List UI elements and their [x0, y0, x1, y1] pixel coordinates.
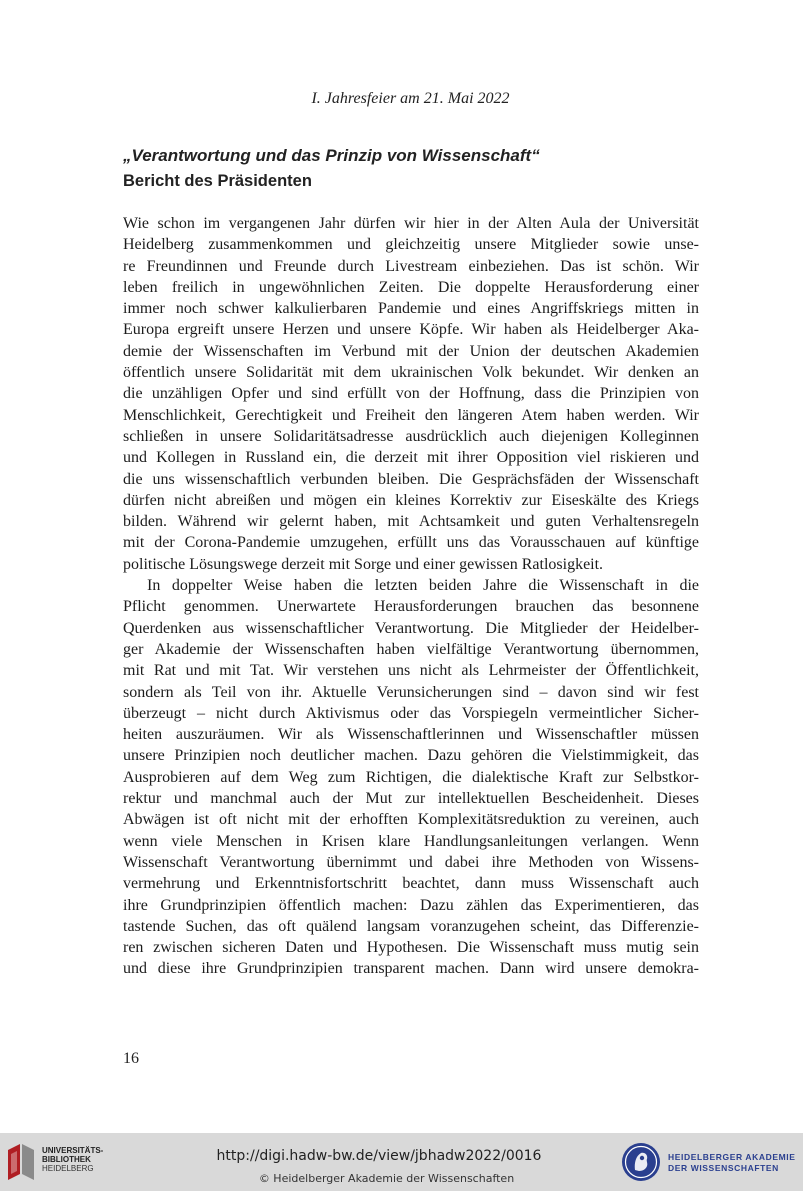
body-line: überzeugt – nicht durch Aktivismus oder das Vorspiegeln vermeintlicher Sicher-: [123, 704, 699, 722]
hadw-logo-text: [668, 1152, 796, 1174]
body-line: öffentlich unsere Solidarität mit dem ukrainischen Volk bekundet. Wir denken an: [123, 364, 699, 382]
body-line: ihre Grundprinzipien öffentlich machen: Dazu zählen das Experimentieren, das: [123, 896, 699, 914]
copyright-notice: © Heidelberger Akademie der Wissenschaften: [258, 1172, 515, 1185]
body-line: dürfen nicht abreißen und mögen ein kleines Korrektiv zur Eiseskälte des Kriegs: [123, 491, 699, 509]
ub-line-2: BIBLIOTHEK: [42, 1155, 91, 1164]
body-line: wenn viele Menschen in Krisen klare Handlungsanleitungen verlangen. Wenn: [123, 832, 699, 850]
body-line: leben freilich in ungewöhnlichen Zeiten. Die doppelte Herausforderung einer: [123, 278, 699, 296]
body-line: Menschlichkeit, Gerechtigkeit und Freiheit den längeren Atem haben werden. Wir: [123, 406, 699, 424]
running-head: I. Jahresfeier am 21. Mai 2022: [311, 90, 510, 107]
body-line: sondern als Teil von ihr. Aktuelle Verunsicherungen sind – davon sind wir fest: [123, 683, 699, 701]
document-url-link[interactable]: http://digi.hadw-bw.de/view/jbhadw2022/0016: [216, 1148, 542, 1164]
ub-line-3: HEIDELBERG: [42, 1164, 94, 1173]
body-line: und Kollegen in Russland ein, die derzeit mit ihrer Opposition viel riskieren und: [123, 449, 699, 467]
body-line: mit Rat und mit Tat. Wir verstehen uns nicht als Lehrmeister der Öffentlichkeit,: [123, 662, 699, 680]
body-line: demie der Wissenschaften im Verbund mit der Union der deutschen Akademien: [123, 342, 699, 360]
hadw-line-1: HEIDELBERGER AKADEMIE: [668, 1152, 796, 1162]
body-line: Wissenschaft Verantwortung übernimmt und dabei ihre Methoden von Wissens-: [123, 853, 699, 871]
hadw-line-2: DER WISSENSCHAFTEN: [668, 1163, 779, 1173]
body-line: tastende Suchen, das oft quälend langsam voranzugehen scheint, das Differenzie-: [123, 917, 699, 935]
hadw-seal-logo-icon: [620, 1141, 662, 1183]
body-text: [123, 213, 699, 980]
body-line: schließen in unsere Solidaritätsadresse ausdrücklich auch diejenigen Kolleginnen: [123, 427, 699, 445]
body-line: immer noch schwer kalkulierbaren Pandemie und eines Angriffskriegs mitten in: [123, 300, 699, 318]
body-line: ren zwischen sicheren Daten und Hypothesen. Die Wissenschaft muss mutig sein: [123, 939, 699, 957]
body-line: Ausprobieren auf dem Weg zum Richtigen, die dialektische Kraft zur Selbstkor-: [123, 768, 699, 786]
body-line: politische Lösungswege derzeit mit Sorge und einer gewissen Ratlosigkeit.: [123, 555, 604, 573]
article-title: „Verantwortung und das Prinzip von Wissenschaft“: [123, 146, 540, 165]
body-line: Europa ergreift unsere Herzen und unsere Köpfe. Wir haben als Heidelberger Aka-: [123, 321, 699, 339]
hadw-logo[interactable]: [620, 1141, 800, 1183]
body-line: Querdenken aus wissenschaftlicher Verantwortung. Die Mitglieder der Heidelber-: [123, 619, 699, 637]
body-line: bilden. Während wir gelernt haben, mit Achtsamkeit und guten Verhaltensregeln: [123, 513, 699, 531]
body-line: die uns wissenschaftlich verbunden bleiben. Die Gesprächsfäden der Wissenschaft: [123, 470, 699, 488]
body-line: re Freundinnen und Freunde durch Livestream einbeziehen. Das ist schön. Wir: [123, 257, 699, 275]
body-line: heiten auszuräumen. Wir als Wissenschaftlerinnen und Wissenschaftler müssen: [123, 726, 699, 744]
body-line: Wie schon im vergangenen Jahr dürfen wir hier in der Alten Aula der Universität: [123, 215, 699, 232]
footer-bar: [0, 1133, 803, 1191]
body-line: Pflicht genommen. Unerwartete Herausforderungen brauchen das besonnene: [123, 598, 699, 616]
body-line: unsere Prinzipien noch deutlicher machen. Dazu gehören die Vielstimmigkeit, das: [123, 747, 699, 765]
body-line: mit der Corona-Pandemie umzugehen, erfüllt uns das Vorausschauen auf künftige: [123, 534, 699, 552]
body-line: Heidelberg zusammenkommen und gleichzeitig unsere Mitglieder sowie unse-: [123, 236, 699, 254]
page-number: 16: [123, 1050, 139, 1067]
ub-line-1: UNIVERSITÄTS-: [42, 1146, 104, 1155]
body-line: vermehrung und Erkenntnisfortschritt beachtet, dann muss Wissenschaft auch: [123, 875, 699, 893]
body-line: rektur und manchmal auch der Mut zur intellektuellen Bescheidenheit. Dieses: [123, 790, 699, 808]
body-line: die unzähligen Opfer und sind erfüllt von der Hoffnung, dass die Prinzipien von: [123, 385, 699, 403]
body-line: Abwägen ist oft nicht mit der erhofften Komplexitätsreduktion zu vereinen, auch: [123, 811, 699, 829]
article-subtitle: Bericht des Präsidenten: [123, 172, 312, 190]
body-line: In doppelter Weise haben die letzten beiden Jahre die Wissenschaft in die: [147, 577, 699, 595]
body-line: und diese ihre Grundprinzipien transparent machen. Dann wird unsere demokra-: [123, 960, 699, 978]
body-line: ger Akademie der Wissenschaften haben vielfältige Verantwortung übernommen,: [123, 640, 699, 658]
